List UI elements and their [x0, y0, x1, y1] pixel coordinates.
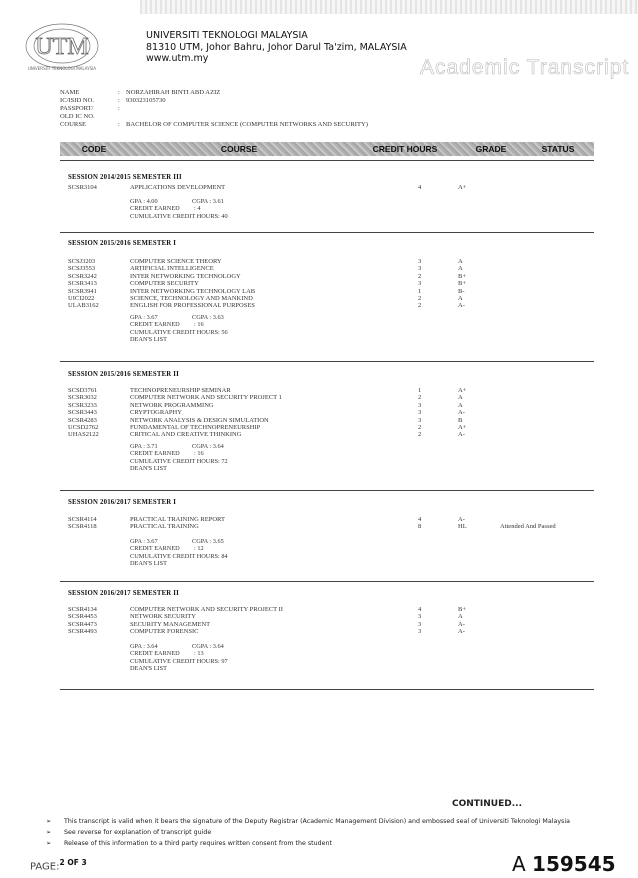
course-grade: A+ — [458, 424, 467, 431]
course-name: SCIENCE, TECHNOLOGY AND MANKIND — [130, 295, 253, 302]
arrow-icon: ➢ — [46, 818, 52, 825]
course-code: UHAS2122 — [68, 431, 99, 439]
course-name: NETWORK SECURITY — [130, 613, 196, 621]
course-name: CRITICAL AND CREATIVE THINKING — [130, 431, 242, 439]
session-divider — [60, 160, 594, 161]
course-status: Attended And Passed — [500, 523, 556, 531]
course-grade: B+ — [458, 280, 467, 288]
session-summary — [130, 198, 228, 220]
session-summary — [130, 443, 228, 472]
gpa-row — [130, 443, 228, 450]
gpa-row — [130, 314, 228, 321]
page-label: PAGE: — [30, 861, 60, 873]
ic-value: 930323105730 — [126, 97, 166, 104]
course-name: SECURITY MANAGEMENT — [130, 620, 211, 628]
credit-earned-label: CREDIT EARNED — [130, 450, 180, 458]
course-code: SCSR3032 — [68, 394, 97, 402]
credit-earned-row — [130, 205, 228, 212]
cgpa-value: CGPA : 3.65 — [192, 538, 224, 545]
cumulative-credit-row: CUMULATIVE CREDIT HOURS: 97 — [130, 657, 228, 665]
course-credit: 2 — [418, 295, 422, 302]
utm-logo — [22, 16, 130, 72]
session-title: SESSION 2016/2017 SEMESTER II — [68, 590, 179, 597]
course-code: UCSD2762 — [68, 424, 99, 431]
col-status: STATUS — [522, 142, 594, 156]
session-title: SESSION 2014/2015 SEMESTER III — [68, 174, 182, 181]
course-name: NETWORK PROGRAMMING — [130, 401, 214, 409]
course-code: SCSR4283 — [68, 416, 97, 424]
gpa-value: GPA : 3.64 — [130, 643, 158, 650]
university-website: www.utm.my — [146, 53, 209, 64]
university-address: 81310 UTM, Johor Bahru, Johor Darul Ta'zim, MALAYSIA — [146, 41, 407, 53]
header-texture-strip — [140, 0, 638, 14]
logo-subtext: UNIVERSITI TEKNOLOGI MALAYSIA — [27, 66, 97, 71]
course-grade: B+ — [458, 272, 467, 280]
course-name: INTER NETWORKING TECHNOLOGY — [130, 272, 241, 280]
col-code: CODE — [60, 142, 128, 156]
course-credit: 2 — [418, 272, 422, 280]
session-title: SESSION 2015/2016 SEMESTER I — [68, 240, 177, 247]
logo-text: UTM — [35, 34, 89, 60]
course-code: SCSR4118 — [68, 523, 97, 531]
cumulative-credit-row: CUMULATIVE CREDIT HOURS: 72 — [130, 457, 228, 465]
course-name: APPLICATIONS DEVELOPMENT — [130, 184, 226, 191]
course-name: CRYPTOGRAPHY — [130, 409, 182, 417]
course-credit: 1 — [418, 387, 422, 394]
passport-label: PASSPORT/ — [60, 105, 94, 112]
cumulative-credit-row: CUMULATIVE CREDIT HOURS: 40 — [130, 212, 228, 220]
course-code: ULAB3162 — [68, 302, 99, 310]
course-credit: 3 — [418, 258, 422, 265]
col-grade: GRADE — [460, 142, 522, 156]
course-credit: 2 — [418, 302, 422, 310]
course-credit: 3 — [418, 620, 422, 628]
session-divider — [60, 689, 594, 690]
course-code: UICI2022 — [68, 295, 95, 302]
credit-earned-value: : 4 — [194, 205, 201, 213]
col-credit-hours: CREDIT HOURS — [350, 142, 460, 156]
credit-earned-value: : 16 — [194, 321, 204, 329]
gpa-value: GPA : 3.71 — [130, 443, 158, 450]
credit-earned-label: CREDIT EARNED — [130, 650, 180, 658]
gpa-row — [130, 643, 228, 650]
session-summary — [130, 538, 228, 567]
course-grade: B — [458, 416, 463, 424]
page-indicator — [30, 858, 87, 872]
gpa-value: GPA : 3.67 — [130, 314, 158, 321]
serial-digits: 159545 — [532, 852, 616, 876]
course-grade: A- — [458, 302, 465, 310]
course-credit: 4 — [418, 606, 422, 613]
cumulative-credit-row: CUMULATIVE CREDIT HOURS: 84 — [130, 552, 228, 560]
session-summary — [130, 643, 228, 672]
course-code: SCSR3413 — [68, 280, 97, 288]
transcript-watermark: Academic Transcript — [420, 56, 630, 79]
course-code: SCSJ3553 — [68, 265, 96, 273]
student-info: NAME : NORZAHIRAH BINTI ABD AZIZ IC/ISID NO. : 930323105730 PASSPORT/ : OLD IC NO. COURSE : BACHELOR OF COMPUTER SCIENCE (COMPUTER NETWORKS AND SECURITY) — [60, 89, 368, 128]
course-credit: 3 — [418, 613, 422, 621]
deans-list: DEAN'S LIST — [130, 559, 167, 567]
course-code: SCSR3941 — [68, 287, 97, 295]
course-grade: A- — [458, 431, 465, 439]
course-credit: 3 — [418, 401, 422, 409]
course-credit: 4 — [418, 184, 422, 191]
course-code: SCSR4453 — [68, 613, 97, 621]
credit-earned-label: CREDIT EARNED — [130, 321, 180, 329]
serial-prefix: A — [512, 852, 526, 876]
cgpa-value: CGPA : 3.64 — [192, 443, 224, 450]
university-name: UNIVERSITI TEKNOLOGI MALAYSIA — [146, 30, 308, 41]
credit-earned-label: CREDIT EARNED — [130, 545, 180, 553]
cgpa-value: CGPA : 3.63 — [192, 314, 224, 321]
course-code: SCSR3443 — [68, 409, 97, 417]
cumulative-credit-row: CUMULATIVE CREDIT HOURS: 56 — [130, 328, 228, 336]
course-credit: 3 — [418, 409, 422, 417]
footer-note: ➢ Release of this information to a third party requires written consent from the student — [46, 840, 332, 847]
course-name: PRACTICAL TRAINING REPORT — [130, 516, 225, 523]
credit-earned-row — [130, 650, 228, 657]
course-name: ARTIFICIAL INTELLIGENCE — [130, 265, 214, 273]
course-label: COURSE — [60, 121, 87, 128]
course-credit: 3 — [418, 280, 422, 288]
session-title: SESSION 2016/2017 SEMESTER I — [68, 499, 177, 506]
course-credit: 2 — [418, 394, 422, 402]
course-credit: 3 — [418, 265, 422, 273]
course-code: SCSR3233 — [68, 401, 97, 409]
gpa-row — [130, 538, 228, 545]
university-header — [146, 30, 407, 65]
page-number: 2 OF 3 — [59, 858, 87, 867]
course-credit: 2 — [418, 424, 422, 431]
footer-note: ➢ See reverse for explanation of transcript guide — [46, 829, 212, 836]
course-credit: 2 — [418, 431, 422, 439]
credit-earned-row — [130, 545, 228, 552]
course-name: COMPUTER SCIENCE THEORY — [130, 258, 222, 265]
course-grade: A — [458, 394, 463, 402]
course-grade: A- — [458, 409, 465, 417]
course-name: COMPUTER SECURITY — [130, 280, 199, 288]
credit-earned-value: : 13 — [194, 650, 204, 658]
course-credit: 4 — [418, 516, 422, 523]
credit-earned-value: : 16 — [194, 450, 204, 458]
course-code: SCSR4114 — [68, 516, 97, 523]
course-grade: A — [458, 258, 463, 265]
session-divider — [60, 232, 594, 233]
arrow-icon: ➢ — [46, 829, 52, 836]
course-name: FUNDAMENTAL OF TECHNOPRENEURSHIP — [130, 424, 261, 431]
session-divider — [60, 361, 594, 362]
oldic-label: OLD IC NO. — [60, 113, 95, 120]
course-code: SCSD3761 — [68, 387, 98, 394]
course-code: SCSJ3203 — [68, 258, 96, 265]
arrow-icon: ➢ — [46, 840, 52, 847]
course-grade: B- — [458, 287, 465, 295]
gpa-value: GPA : 4.00 — [130, 198, 158, 205]
course-grade: B+ — [458, 606, 467, 613]
credit-earned-label: CREDIT EARNED — [130, 205, 180, 213]
credit-earned-value: : 12 — [194, 545, 204, 553]
course-credit: 1 — [418, 287, 422, 295]
cgpa-value: CGPA : 3.61 — [192, 198, 224, 205]
name-label: NAME — [60, 89, 80, 96]
session-summary — [130, 314, 228, 343]
course-grade: A — [458, 265, 463, 273]
course-name: COMPUTER NETWORK AND SECURITY PROJECT II — [130, 606, 283, 613]
footer-notes — [46, 816, 570, 849]
course-grade: HL — [458, 523, 467, 531]
course-code: SCSR3242 — [68, 272, 97, 280]
course-code: SCSR3104 — [68, 184, 97, 191]
deans-list: DEAN'S LIST — [130, 335, 167, 343]
session-divider — [60, 490, 594, 491]
course-grade: A- — [458, 516, 465, 523]
course-name: COMPUTER NETWORK AND SECURITY PROJECT 1 — [130, 394, 282, 402]
col-course: COURSE — [128, 142, 350, 156]
serial-number — [512, 852, 616, 876]
deans-list: DEAN'S LIST — [130, 464, 167, 472]
footer-note: ➢ This transcript is valid when it bears the signature of the Deputy Registrar (Academic Management Division) and embossed seal of Universiti Teknologi Malaysia — [46, 818, 570, 825]
course-grade: A- — [458, 620, 465, 628]
course-grade: A+ — [458, 387, 467, 394]
credit-earned-row — [130, 321, 228, 328]
credit-earned-row — [130, 450, 228, 457]
continued-label: CONTINUED... — [452, 799, 522, 809]
course-grade: A — [458, 613, 463, 621]
course-credit: 8 — [418, 523, 422, 531]
course-name: INTER NETWORKING TECHNOLOGY LAB — [130, 287, 256, 295]
name-value: NORZAHIRAH BINTI ABD AZIZ — [126, 89, 221, 96]
session-title: SESSION 2015/2016 SEMESTER II — [68, 371, 179, 378]
session-divider — [60, 581, 594, 582]
course-name: COMPUTER FORENSIC — [130, 628, 199, 636]
deans-list: DEAN'S LIST — [130, 664, 167, 672]
course-value: BACHELOR OF COMPUTER SCIENCE (COMPUTER NETWORKS AND SECURITY) — [126, 121, 368, 128]
course-code: SCSR4473 — [68, 620, 97, 628]
course-credit: 3 — [418, 416, 422, 424]
course-grade: A — [458, 401, 463, 409]
course-code: SCSR4134 — [68, 606, 97, 613]
course-grade: A+ — [458, 184, 467, 191]
course-code: SCSR4493 — [68, 628, 97, 636]
course-grade: A — [458, 295, 463, 302]
gpa-value: GPA : 3.67 — [130, 538, 158, 545]
course-name: PRACTICAL TRAINING — [130, 523, 199, 531]
course-name: TECHNOPRENEURSHIP SEMINAR — [130, 387, 231, 394]
course-grade: A- — [458, 628, 465, 636]
course-name: ENGLISH FOR PROFESSIONAL PURPOSES — [130, 302, 255, 310]
ic-label: IC/ISID NO. — [60, 97, 95, 104]
course-name: NETWORK ANALYSIS & DESIGN SIMULATION — [130, 416, 269, 424]
course-credit: 3 — [418, 628, 422, 636]
column-header-bar — [60, 142, 594, 156]
gpa-row — [130, 198, 228, 205]
cgpa-value: CGPA : 3.64 — [192, 643, 224, 650]
